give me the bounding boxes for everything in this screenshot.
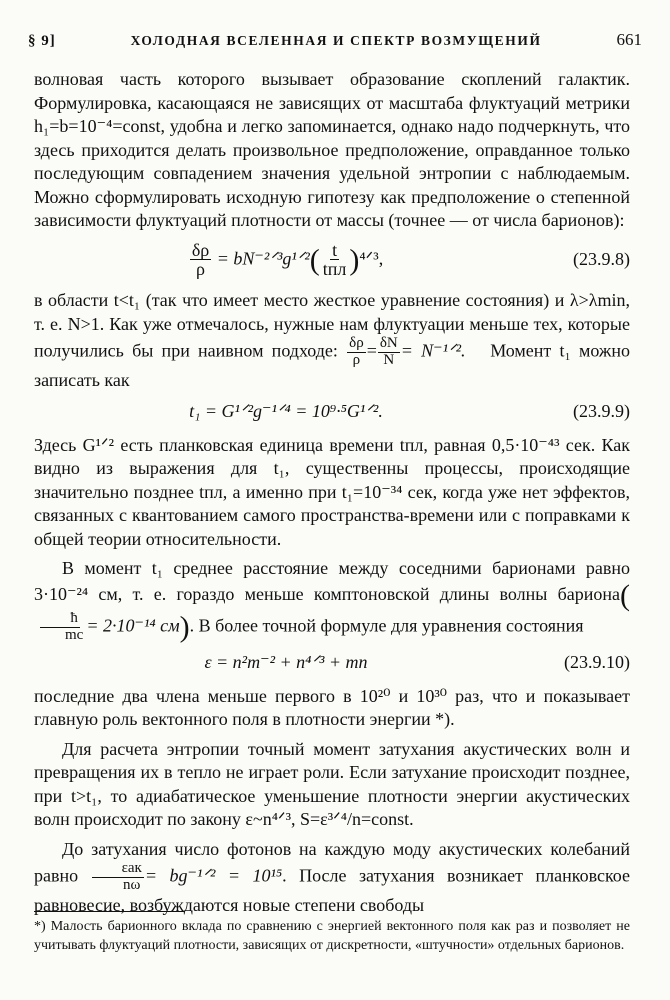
fraction-denominator: tпл	[322, 259, 347, 280]
fraction-denominator: nω	[123, 877, 141, 894]
page-number: 661	[616, 30, 642, 49]
paragraph-4-text-a: В момент t₁ среднее расстояние между соседними барионами равно 3·10⁻²⁴ см, т. е. гораздо меньше комптоновской длины волны бариона	[34, 558, 630, 604]
fraction-time-ratio	[321, 241, 349, 280]
fraction-numerator: δN	[379, 335, 398, 352]
paragraph-4-text-b: . В более точной формуле для уравнения состояния	[189, 615, 584, 636]
footnote: *) Малость барионного вклада по сравнению с энергией вектонного поля как раз и позволяет не учитывать флуктуаций плотности, зависящих от дискретности, «штучности» отдельных барионов.	[34, 919, 630, 953]
fraction-delta-rho	[190, 241, 211, 280]
fraction-denominator: ρ	[196, 259, 206, 280]
paragraph-4	[34, 557, 630, 643]
paragraph-7-text-a: До затухания число фотонов на каждую моду акустических колебаний равно	[34, 838, 630, 886]
paragraph-2-text-b: Момент t₁ можно записать как	[34, 340, 630, 390]
fraction-numerator: ħ	[40, 611, 80, 628]
fraction-naive-rhs	[378, 336, 400, 369]
fraction-photons	[92, 861, 144, 894]
equation-23-9-8	[34, 241, 630, 280]
running-header	[28, 30, 642, 50]
main-text	[34, 68, 630, 917]
equation-formula: t₁ = G¹ᐟ²g⁻¹ᐟ⁴ = 10⁹·⁵G¹ᐟ².	[189, 401, 383, 422]
equation-number: (23.9.8)	[573, 249, 630, 270]
right-paren: )	[349, 242, 360, 276]
running-title: ХОЛОДНАЯ ВСЕЛЕННАЯ И СПЕКТР ВОЗМУЩЕНИЙ	[130, 33, 542, 48]
paragraph-6: Для расчета энтропии точный момент затухания акустических волн и превращения их в тепло не играет роли. Если затухание происходит позднее, при t>t₁, то адиабатическое уменьшение плотности энергии акустических волн происходит по закону ε~n⁴ᐟ³, S=ε³ᐟ⁴/n=const.	[34, 738, 630, 830]
equation-23-9-9	[34, 400, 630, 424]
fraction-numerator: δρ	[349, 335, 364, 352]
paragraph-5: последние два члена меньше первого в 10²⁰ и 10³⁰ раз, что и показывает главную роль вектонного поля в плотности энергии *).	[34, 685, 630, 730]
equation-power: ⁴ᐟ³	[359, 248, 379, 269]
photon-rhs: = bg⁻¹ᐟ² = 10¹⁵	[144, 865, 283, 886]
equation-23-9-10	[34, 651, 630, 675]
naive-rhs: = N⁻¹ᐟ².	[400, 340, 466, 361]
fraction-compton	[35, 611, 85, 644]
compton-rhs: = 2·10⁻¹⁴ см	[86, 615, 180, 636]
equation-number: (23.9.9)	[573, 401, 630, 422]
equation-tail: ,	[378, 248, 384, 269]
fraction-numerator: t	[332, 239, 338, 260]
fraction-denominator: mc	[65, 626, 84, 643]
equation-number: (23.9.10)	[564, 652, 630, 673]
section-number: § 9]	[28, 33, 56, 49]
paragraph-7-text-b: . После затухания возникает планковское равновесие, возбуждаются новые степени свободы	[34, 865, 630, 915]
paragraph-2	[34, 289, 630, 392]
paragraph-7	[34, 838, 630, 918]
equation-formula: ε = n²m⁻² + n⁴ᐟ³ + mn	[204, 652, 368, 673]
right-paren: )	[179, 610, 190, 644]
fraction-numerator: δρ	[191, 239, 210, 260]
paragraph-2-text-a: в области t<t₁ (так что имеет место жесткое уравнение состояния) и λ>λmin, т. е. N>1. Как уже отмечалось, нужные нам флуктуации меньше тех, которые получились бы при наивном подходе:	[34, 290, 630, 361]
equation-middle: = bN⁻²ᐟ³g¹ᐟ²	[216, 248, 310, 269]
paragraph-3: Здесь G¹ᐟ² есть планковская единица времени tпл, равная 0,5·10⁻⁴³ сек. Как видно из выражения для t₁, существенны процессы, происходящие значительно позднее tпл, а именно при t₁=10⁻³⁴ сек, когда уже нет эффектов, связанных с квантованием самого пространства-времени или с поправками к общей теории относительности.	[34, 434, 630, 549]
equation-formula	[34, 241, 538, 280]
left-paren: (	[620, 578, 630, 612]
left-paren: (	[309, 242, 320, 276]
fraction-numerator: εак	[92, 861, 144, 878]
fraction-denominator: N	[383, 352, 395, 369]
footnote-divider	[34, 911, 184, 912]
naive-equals: =	[366, 340, 377, 361]
fraction-denominator: ρ	[352, 352, 361, 369]
paragraph-1: волновая часть которого вызывает образование скоплений галактик. Формулировка, касающаяся не зависящих от масштаба флуктуаций метрики h₁=b=10⁻⁴=const, удобна и легко запоминается, однако надо подчеркнуть, что здесь приходится делать произвольное предположение, оправданное только последующим совпадением значения удельной энтропии с наблюдаемым. Можно сформулировать исходную гипотезу как предположение о степенной зависимости флуктуаций плотности от массы (точнее — от числа барионов):	[34, 69, 630, 230]
fraction-naive-lhs	[347, 336, 366, 369]
